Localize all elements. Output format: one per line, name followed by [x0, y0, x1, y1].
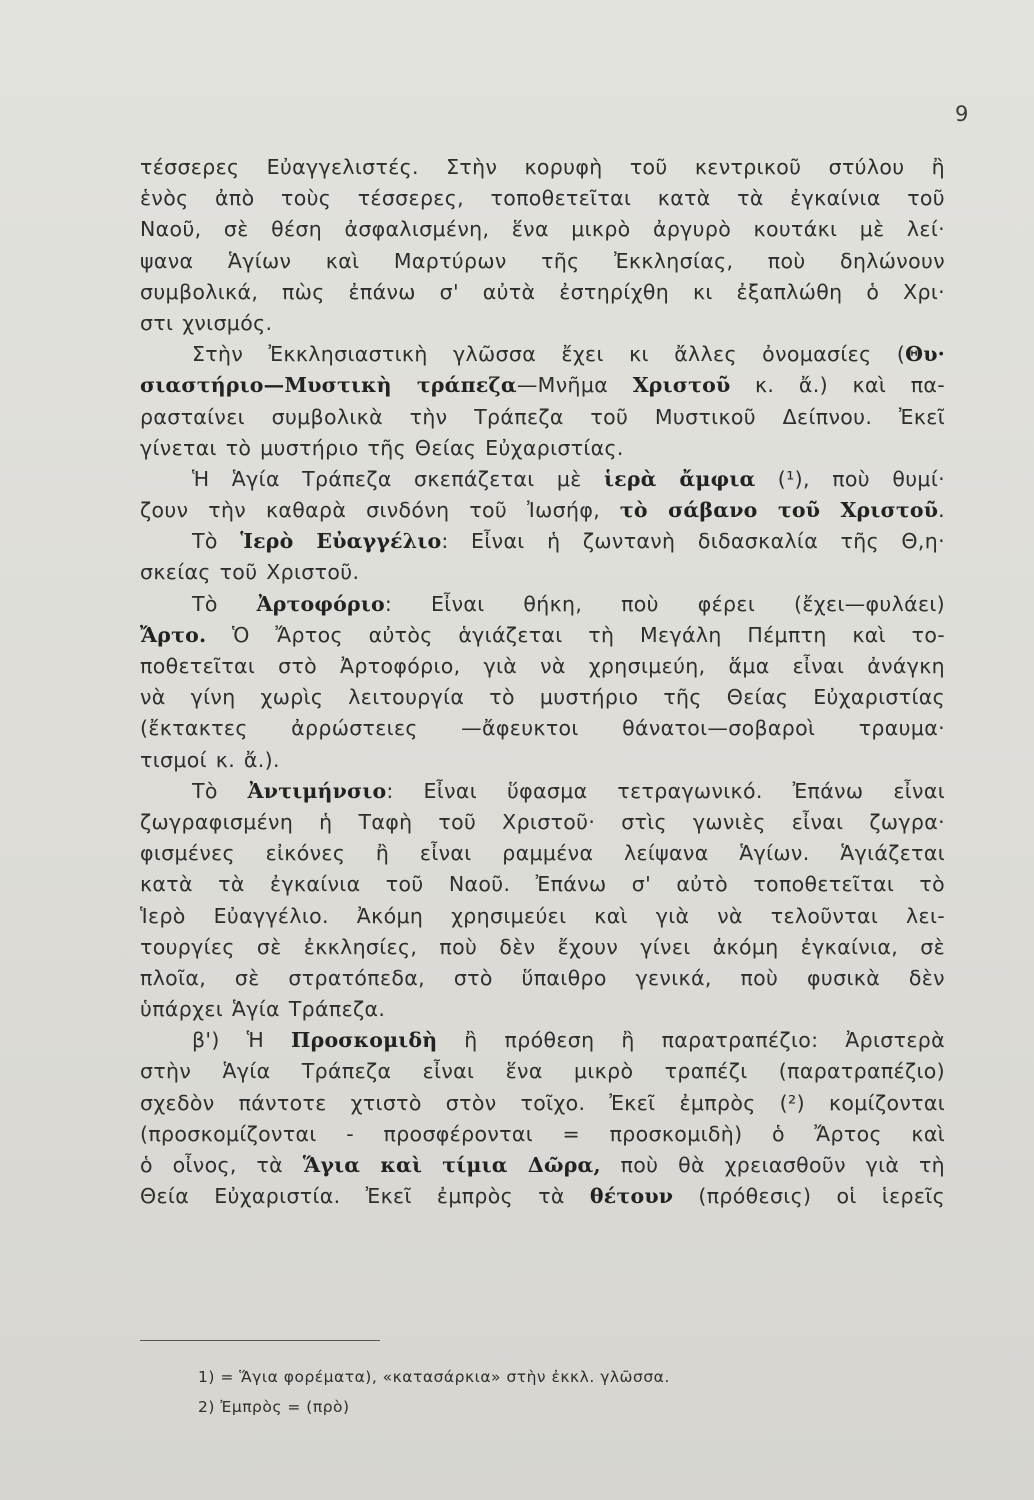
text-line	[140, 339, 945, 370]
text-run: ψανα Ἁγίων καὶ Μαρτύρων τῆς Ἐκκλησίας, ποὺ δηλώνουν	[140, 248, 945, 273]
text-line	[140, 589, 945, 620]
bold-term: Ἀντιμήνσιο	[247, 778, 387, 803]
bold-term: ἱερὰ ἄμφια	[604, 466, 756, 491]
text-run: ἑνὸς ἀπὸ τοὺς τέσσερες, τοποθετεῖται κατὰ τὰ ἐγκαίνια τοῦ	[140, 186, 945, 211]
bold-term: Ἄρτο.	[140, 622, 207, 647]
text-run: β') Ἡ	[192, 1028, 292, 1053]
text-run: : Εἶναι ἡ ζωντανὴ διδασκαλία τῆς Θ,η·	[441, 529, 945, 554]
footnote-divider	[140, 1340, 380, 1341]
text-run: Τὸ	[192, 778, 248, 803]
text-run: γίνεται τὸ μυστήριο τῆς Θείας Εὐχαριστίας.	[140, 435, 624, 460]
bold-term: Ἱερὸ Εὐαγγέλιο	[240, 529, 442, 554]
text-run: Ναοῦ, σὲ θέση ἀσφαλισμένη, ἕνα μικρὸ ἀργυρὸ κουτάκι μὲ λεί·	[140, 217, 945, 242]
text-run: ρασταίνει συμβολικὰ τὴν Τράπεζα τοῦ Μυστικοῦ Δείπνου. Ἐκεῖ	[140, 404, 945, 429]
bold-term: Χριστοῦ	[632, 373, 731, 398]
text-run: : Εἶναι ὕφασμα τετραγωνικό. Ἐπάνω εἶναι	[386, 778, 945, 803]
text-run: στι χνισμός.	[140, 310, 273, 335]
text-run: σχεδὸν πάντοτε χτιστὸ στὸν τοῖχο. Ἐκεῖ ἐμπρὸς (²) κομίζονται	[140, 1090, 945, 1115]
text-line	[140, 620, 945, 651]
text-run: ἢ πρόθεση ἢ παρατραπέζιο: Ἀριστερὰ	[437, 1028, 945, 1053]
text-run: τουργίες σὲ ἐκκλησίες, ποὺ δὲν ἔχουν γίνει ἀκόμη ἐγκαίνια, σὲ	[140, 934, 945, 959]
text-run: κατὰ τὰ ἐγκαίνια τοῦ Ναοῦ. Ἐπάνω σ' αὐτὸ τοποθετεῖται τὸ	[140, 872, 945, 897]
text-run: Τὸ	[192, 529, 241, 554]
text-run: συμβολικά, πὼς ἐπάνω σ' αὐτὰ ἐστηρίχθη κι ἐξαπλώθη ὁ Χρι·	[140, 279, 945, 304]
bold-term: θέτουν	[589, 1184, 674, 1209]
text-run: τισμοί κ. ἄ.).	[140, 747, 280, 772]
text-run: Θεία Εὐχαριστία. Ἐκεῖ ἐμπρὸς τὰ	[140, 1184, 590, 1209]
text-run: σκείας τοῦ Χριστοῦ.	[140, 560, 360, 585]
text-line	[140, 838, 945, 869]
text-run: ὁ οἶνος, τὰ	[140, 1153, 303, 1177]
text-run: Ὁ Ἄρτος αὐτὸς ἁγιάζεται τὴ Μεγάλη Πέμπτη καὶ το-	[206, 622, 945, 647]
text-run: τέσσερες Εὐαγγελιστές. Στὴν κορυφὴ τοῦ κεντρικοῦ στύλου ἢ	[140, 155, 945, 179]
text-line	[140, 1181, 945, 1212]
bold-term: Ἀρτοφόριο	[256, 591, 385, 616]
bold-term: Προσκομιδὴ	[291, 1028, 438, 1053]
text-line	[140, 308, 945, 339]
text-run: (¹), ποὺ θυμί·	[755, 466, 945, 491]
text-run: (προσκομίζονται - προσφέρονται = προσκομιδὴ) ὁ Ἄρτος καὶ	[140, 1121, 945, 1146]
page-number: 9	[955, 102, 969, 126]
text-line	[140, 1025, 945, 1056]
bold-term: Ἅγια καὶ τίμια Δῶρα,	[302, 1153, 601, 1177]
text-line	[140, 901, 945, 932]
text-line	[140, 246, 945, 277]
text-line	[140, 651, 945, 682]
bold-term: σιαστήριο—Μυστικὴ τράπεζα	[140, 373, 517, 398]
text-run: ποὺ θὰ χρειασθοῦν γιὰ τὴ	[600, 1153, 946, 1177]
text-line	[140, 682, 945, 713]
text-line	[140, 557, 945, 588]
text-run: ὑπάρχει Ἁγία Τράπεζα.	[140, 997, 386, 1022]
footnote-1: 1) = Ἅγια φορέματα), «κατασάρκια» στὴν ἐκκλ. γλῶσσα.	[198, 1368, 670, 1386]
text-run: Ἡ Ἁγία Τράπεζα σκεπάζεται μὲ	[192, 466, 605, 491]
text-run: .	[938, 498, 945, 523]
footnote-2: 2) Ἐμπρὸς = (πρὸ)	[198, 1398, 350, 1416]
text-line	[140, 932, 945, 963]
text-line	[140, 776, 945, 807]
text-line	[140, 277, 945, 308]
text-run: : Εἶναι θήκη, ποὺ φέρει (ἔχει—φυλάει)	[384, 591, 946, 616]
text-line	[140, 1150, 945, 1181]
text-line	[140, 214, 945, 245]
text-line	[140, 152, 945, 183]
text-line	[140, 526, 945, 557]
text-run: στὴν Ἁγία Τράπεζα εἶναι ἕνα μικρὸ τραπέζι (παρατραπέζιο)	[140, 1059, 945, 1084]
bold-term: τὸ σάβανο τοῦ Χριστοῦ	[619, 498, 939, 523]
text-run: Τὸ	[192, 591, 257, 616]
text-line	[140, 183, 945, 214]
text-line	[140, 370, 945, 401]
text-line	[140, 1119, 945, 1150]
text-run: ζωγραφισμένη ἡ Ταφὴ τοῦ Χριστοῦ· στὶς γωνιὲς εἶναι ζωγρα·	[140, 809, 945, 834]
text-line	[140, 807, 945, 838]
body-text	[140, 152, 945, 1212]
text-run: (πρόθεσις) οἱ ἱερεῖς	[673, 1184, 946, 1209]
text-line	[140, 402, 945, 433]
text-run: (ἔκτακτες ἀρρώστειες —ἄφευκτοι θάνατοι—σοβαροὶ τραυμα·	[140, 716, 945, 741]
text-run: πλοῖα, σὲ στρατόπεδα, στὸ ὕπαιθρο γενικά, ποὺ φυσικὰ δὲν	[140, 965, 945, 990]
text-run: —Μνῆμα	[516, 373, 633, 398]
text-run: ποθετεῖται στὸ Ἀρτοφόριο, γιὰ νὰ χρησιμεύη, ἅμα εἶναι ἀνάγκη	[140, 654, 945, 678]
text-line	[140, 1056, 945, 1087]
footnotes	[198, 1362, 898, 1422]
text-line	[140, 464, 945, 495]
text-run: ζουν τὴν καθαρὰ σινδόνη τοῦ Ἰωσήφ,	[140, 498, 620, 523]
text-line	[140, 1088, 945, 1119]
text-run: Στὴν Ἐκκλησιαστικὴ γλῶσσα ἔχει κι ἄλλες ὀνομασίες (	[192, 342, 906, 367]
text-line	[140, 495, 945, 526]
text-line	[140, 433, 945, 464]
text-run: φισμένες εἰκόνες ἢ εἶναι ραμμένα λείψανα Ἁγίων. Ἁγιάζεται	[140, 841, 945, 866]
text-run: Ἱερὸ Εὐαγγέλιο. Ἀκόμη χρησιμεύει καὶ γιὰ νὰ τελοῦνται λει-	[140, 903, 945, 928]
text-line	[140, 994, 945, 1025]
text-run: κ. ἄ.) καὶ πα-	[730, 373, 945, 398]
text-run: νὰ γίνη χωρὶς λειτουργία τὸ μυστήριο τῆς Θείας Εὐχαριστίας	[140, 685, 945, 710]
text-line	[140, 869, 945, 900]
bold-term: Θυ·	[905, 342, 945, 367]
text-line	[140, 745, 945, 776]
text-line	[140, 963, 945, 994]
text-line	[140, 713, 945, 744]
